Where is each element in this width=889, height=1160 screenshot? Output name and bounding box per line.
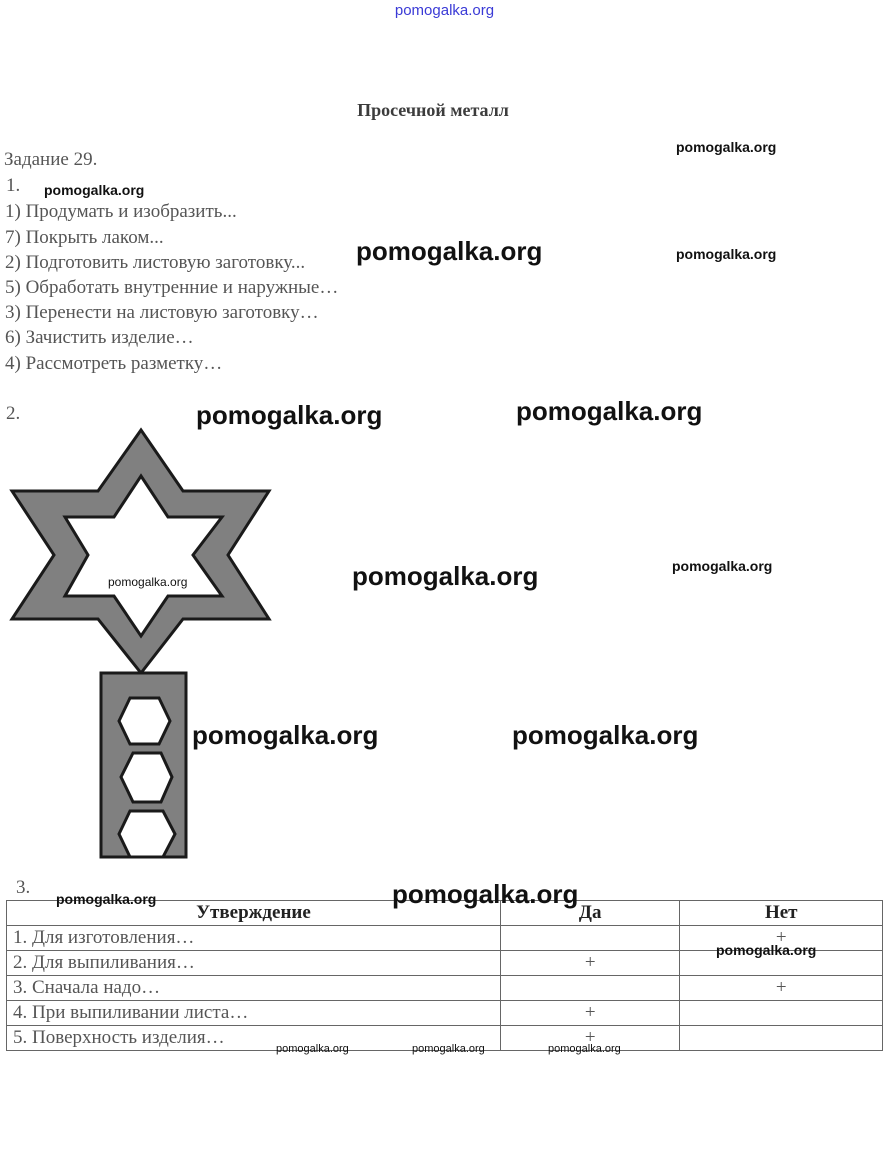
- header-yes: Да: [500, 901, 680, 926]
- watermark: pomogalka.org: [676, 246, 777, 262]
- hexagon-hole: [121, 753, 172, 802]
- yes-cell: [500, 976, 680, 1001]
- step-item: 7) Покрыть лаком...: [5, 227, 164, 248]
- no-cell: +: [680, 926, 883, 951]
- watermark: pomogalka.org: [276, 1043, 349, 1055]
- watermark: pomogalka.org: [392, 879, 579, 909]
- section-1-label: 1.: [6, 175, 21, 196]
- watermark: pomogalka.org: [516, 396, 703, 426]
- star-ornament-figure: [0, 420, 300, 870]
- no-cell: [680, 1026, 883, 1051]
- statement-cell: 3. Сначала надо…: [7, 976, 501, 1001]
- step-item: 3) Перенести на листовую заготовку…: [5, 302, 319, 323]
- watermark: pomogalka.org: [356, 236, 543, 266]
- statement-cell: 4. При выпиливании листа…: [7, 1001, 501, 1026]
- watermark: pomogalka.org: [512, 720, 699, 750]
- task-label: Задание 29.: [4, 149, 98, 170]
- yes-cell: +: [500, 1026, 680, 1051]
- watermark: pomogalka.org: [192, 720, 379, 750]
- step-item: 6) Зачистить изделие…: [5, 327, 194, 348]
- watermark: pomogalka.org: [716, 942, 817, 958]
- header-statement: Утверждение: [7, 901, 501, 926]
- step-item: 2) Подготовить листовую заготовку...: [5, 252, 306, 273]
- hexagon-hole: [119, 698, 170, 744]
- yes-cell: [500, 926, 680, 951]
- watermark: pomogalka.org: [56, 891, 157, 907]
- watermark: pomogalka.org: [676, 139, 777, 155]
- statement-cell: 2. Для выпиливания…: [7, 951, 501, 976]
- watermark: pomogalka.org: [672, 558, 773, 574]
- yes-cell: +: [500, 1001, 680, 1026]
- section-3-label: 3.: [16, 877, 31, 898]
- step-item: 4) Рассмотреть разметку…: [5, 353, 223, 374]
- watermark: pomogalka.org: [352, 561, 539, 591]
- table-row: [7, 1001, 883, 1026]
- star-frame: [12, 430, 269, 673]
- no-cell: +: [680, 976, 883, 1001]
- statements-table: [6, 900, 883, 1051]
- hexagon-hole: [119, 811, 175, 857]
- watermark: pomogalka.org: [196, 400, 383, 430]
- section-2-label: 2.: [6, 403, 21, 424]
- statement-cell: 5. Поверхность изделия…: [7, 1026, 501, 1051]
- watermark: pomogalka.org: [108, 575, 188, 589]
- table-row: [7, 976, 883, 1001]
- no-cell: [680, 1001, 883, 1026]
- step-item: 1) Продумать и изобразить...: [5, 201, 237, 222]
- statement-cell: 1. Для изготовления…: [7, 926, 501, 951]
- page-title: Просечной металл: [357, 100, 509, 120]
- step-item: 5) Обработать внутренние и наружные…: [5, 277, 339, 298]
- watermark: pomogalka.org: [44, 182, 145, 198]
- site-header-link[interactable]: pomogalka.org: [394, 2, 495, 19]
- header-no: Нет: [680, 901, 883, 926]
- yes-cell: +: [500, 951, 680, 976]
- watermark: pomogalka.org: [412, 1043, 485, 1055]
- watermark: pomogalka.org: [548, 1043, 621, 1055]
